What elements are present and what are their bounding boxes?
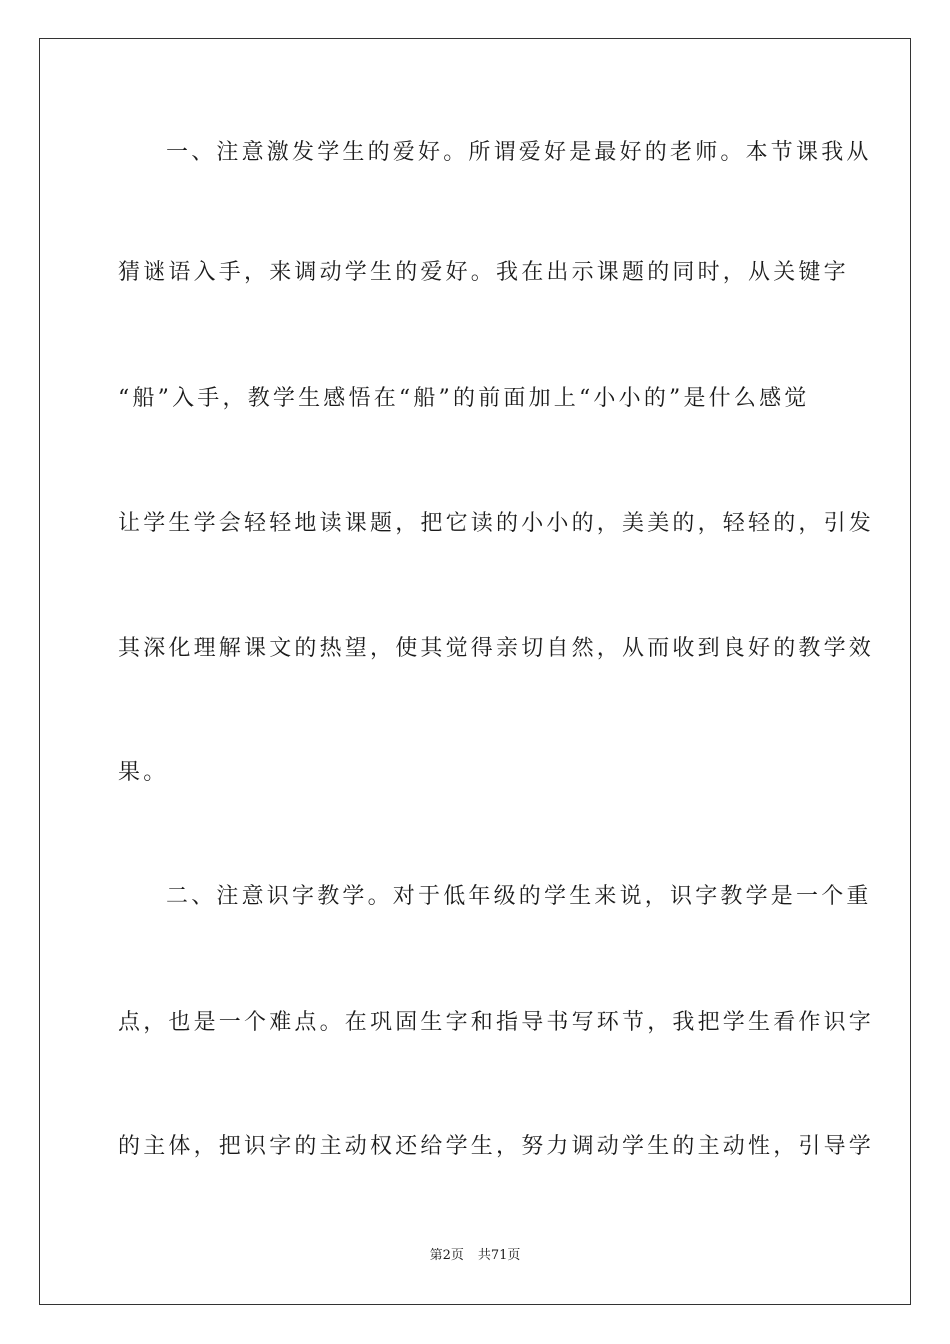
paragraph-1-line-6: 果。 <box>118 760 169 785</box>
page-border <box>39 38 911 1305</box>
paragraph-1-line-5: 其深化理解课文的热望，使其觉得亲切自然，从而收到良好的教学效 <box>118 636 875 661</box>
paragraph-1-line-1: 一、注意激发学生的爱好。所谓爱好是最好的老师。本节课我从 <box>166 140 872 165</box>
paragraph-1-line-3: “船”入手，教学生感悟在“船”的前面加上“小小的”是什么感觉 <box>118 386 810 411</box>
paragraph-1-line-4: 让学生学会轻轻地读课题，把它读的小小的，美美的，轻轻的，引发 <box>118 511 875 536</box>
paragraph-2-line-3: 的主体，把识字的主动权还给学生，努力调动学生的主动性，引导学 <box>118 1134 875 1159</box>
page-number: 第2页 <box>429 1248 464 1263</box>
page-footer <box>0 1247 950 1265</box>
paragraph-2-line-2: 点，也是一个难点。在巩固生字和指导书写环节，我把学生看作识字 <box>118 1010 875 1035</box>
paragraph-1-line-2: 猜谜语入手，来调动学生的爱好。我在出示课题的同时，从关键字 <box>118 260 849 285</box>
page-total: 共71页 <box>477 1248 521 1263</box>
paragraph-2-line-1: 二、注意识字教学。对于低年级的学生来说，识字教学是一个重 <box>166 884 872 909</box>
